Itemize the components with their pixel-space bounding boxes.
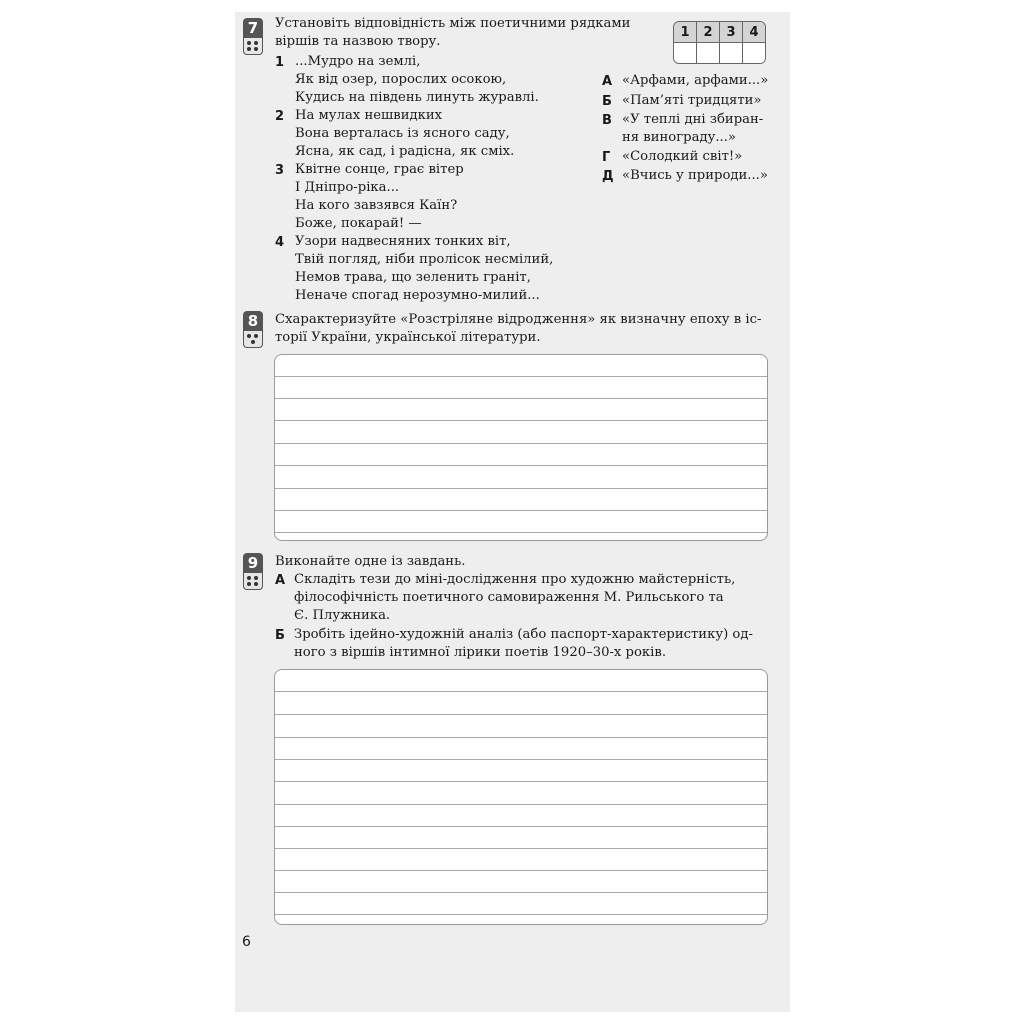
question-9-prompt: Виконайте одне із завдань. [275,554,466,569]
question-8-prompt: Схарактеризуйте «Розстріляне відродження» як визначну епоху в іс- торії України, української літератури. [275,312,762,345]
poem-number: 3 [275,163,285,178]
page-number: 6 [242,934,251,950]
task-a: Складіть тези до міні-дослідження про художню майстерність, філософічність поетичного самовираження М. Рильського та Є. Плужника. [294,572,736,623]
poem-excerpt-2: На мулах нешвидких Вона верталась із ясного саду, Ясна, як сад, і радісна, як сміх. [295,108,515,159]
answer-grid-header: 2 [697,22,720,43]
question-7-prompt: Установіть відповідність між поетичними рядками віршів та назвою твору. [275,16,631,49]
task-b: Зробіть ідейно-художній аналіз (або паспорт-характеристику) од- ного з віршів інтимної лірики поетів 1920–30-х років. [294,627,753,660]
option-letter: Д [602,169,614,184]
answer-cell-3[interactable] [720,43,743,63]
poem-excerpt-3: Квітне сонце, грає вітер І Дніпро-ріка... На кого завзявся Каїн? Боже, покарай! — [295,162,464,231]
answer-area-q8[interactable] [274,354,768,541]
question-9-number: 9 [247,554,259,572]
option-b: «Пам’яті тридцяти» [622,93,762,108]
option-v: «У теплі дні збиран- ня винограду...» [622,112,764,145]
answer-cell-4[interactable] [743,43,765,63]
answer-grid-header: 3 [720,22,743,43]
answer-cell-2[interactable] [697,43,720,63]
question-8-number: 8 [247,312,259,330]
option-letter: В [602,113,612,128]
option-letter: Г [602,150,611,165]
poem-number: 1 [275,55,285,70]
poem-excerpt-4: Узори надвесняних тонких віт, Твій погляд, ніби пролісок несмілий, Немов трава, що зеленить граніт, Неначе спогад нерозумно-милий... [295,234,554,303]
poem-excerpt-1: ...Мудро на землі, Як від озер, порослих осокою, Кудись на південь линуть журавлі. [295,54,539,105]
poem-number: 4 [275,235,285,250]
option-d: «Вчись у природи...» [622,168,768,183]
difficulty-dots-icon [243,573,263,590]
question-8-badge [243,311,263,348]
answer-cell-1[interactable] [674,43,697,63]
option-letter: Б [602,94,612,109]
answer-grid-header: 1 [674,22,697,43]
task-letter: Б [275,628,285,643]
option-letter: А [602,74,613,89]
poem-number: 2 [275,109,285,124]
difficulty-dots-icon [243,38,263,55]
question-9-badge [243,553,263,590]
difficulty-dots-icon [243,331,263,348]
answer-grid-header: 4 [743,22,765,43]
answer-area-q9[interactable] [274,669,768,925]
task-letter: А [275,573,286,588]
question-7-badge [243,18,263,55]
option-h: «Солодкий світ!» [622,149,743,164]
question-7-number: 7 [247,19,259,37]
option-a: «Арфами, арфами...» [622,73,769,88]
answer-grid [673,21,766,64]
